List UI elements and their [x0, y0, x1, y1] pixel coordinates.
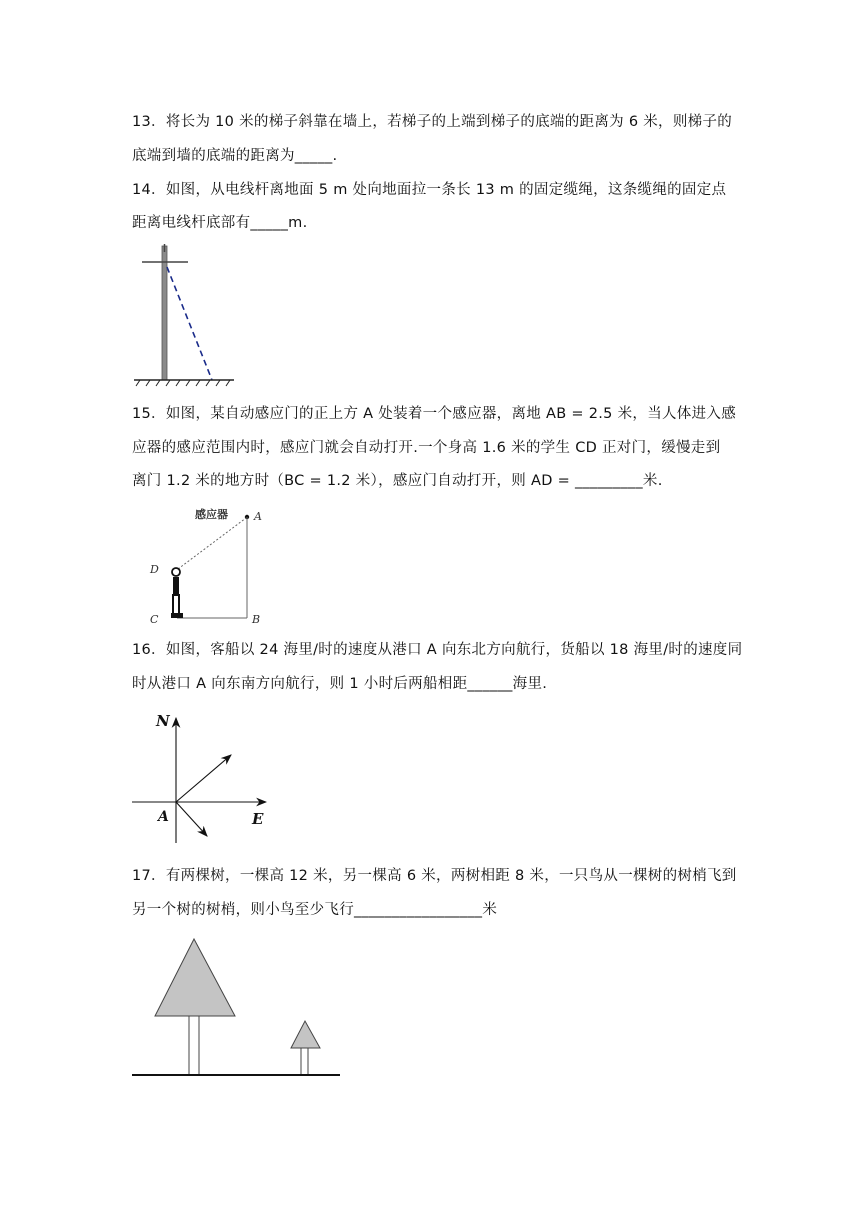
tall-tree-trunk: [189, 1016, 199, 1075]
label-C: C: [150, 613, 159, 626]
q13-line-2: 底端到墙的底端的距离为_____.: [132, 148, 338, 164]
q17-line-1: 17．有两棵树，一棵高 12 米，另一棵高 6 米，两树相距 8 米，一只鸟从一棵树的树梢飞到: [132, 868, 737, 884]
q14-line-1: 14．如图，从电线杆离地面 5 m 处向地面拉一条长 13 m 的固定缆绳，这条缆绳的固定点: [132, 182, 727, 198]
compass-figure: [130, 708, 280, 846]
label-E: E: [252, 810, 264, 828]
q14-line-2: 距离电线杆底部有_____m.: [132, 215, 308, 231]
tall-tree-crown: [155, 939, 235, 1016]
q16-line-2: 时从港口 A 向东南方向航行，则 1 小时后两船相距______海里.: [132, 676, 548, 692]
short-tree-crown: [291, 1021, 320, 1048]
pole: [162, 246, 167, 380]
sensor-range-line: [178, 518, 246, 569]
two-trees-figure: [130, 935, 344, 1080]
person-body: [173, 577, 179, 595]
person-head: [172, 568, 180, 576]
label-D: D: [150, 563, 159, 576]
q16-line-1: 16．如图，客船以 24 海里/时的速度从港口 A 向东北方向航行，货船以 18 海里/时的速度同: [132, 642, 743, 658]
label-B: B: [252, 613, 261, 626]
q15-line-3: 离门 1.2 米的地方时（BC = 1.2 米），感应门自动打开，则 AD = _________米.: [132, 473, 663, 489]
label-A: A: [158, 809, 169, 825]
q15-line-1: 15．如图，某自动感应门的正上方 A 处装着一个感应器，离地 AB = 2.5 米，当人体进入感: [132, 406, 736, 422]
label-A: A: [254, 510, 262, 523]
southeast-arrow: [176, 802, 207, 836]
short-tree-trunk: [301, 1048, 308, 1075]
sensor-door-figure: [145, 503, 275, 627]
guy-cable: [167, 267, 212, 380]
q13-line-1: 13．将长为 10 米的梯子斜靠在墙上，若梯子的上端到梯子的底端的距离为 6 米，则梯子的: [132, 114, 733, 130]
label-N: N: [156, 712, 170, 730]
q17-line-2: 另一个树的树梢，则小鸟至少飞行_________________米: [132, 902, 498, 918]
northeast-arrow: [176, 755, 231, 802]
q15-line-2: 应器的感应范围内时，感应门就会自动打开.一个身高 1.6 米的学生 CD 正对门，缓慢走到: [132, 440, 721, 456]
sensor-label: 感应器: [195, 508, 228, 521]
pole-cable-figure: [130, 242, 240, 388]
